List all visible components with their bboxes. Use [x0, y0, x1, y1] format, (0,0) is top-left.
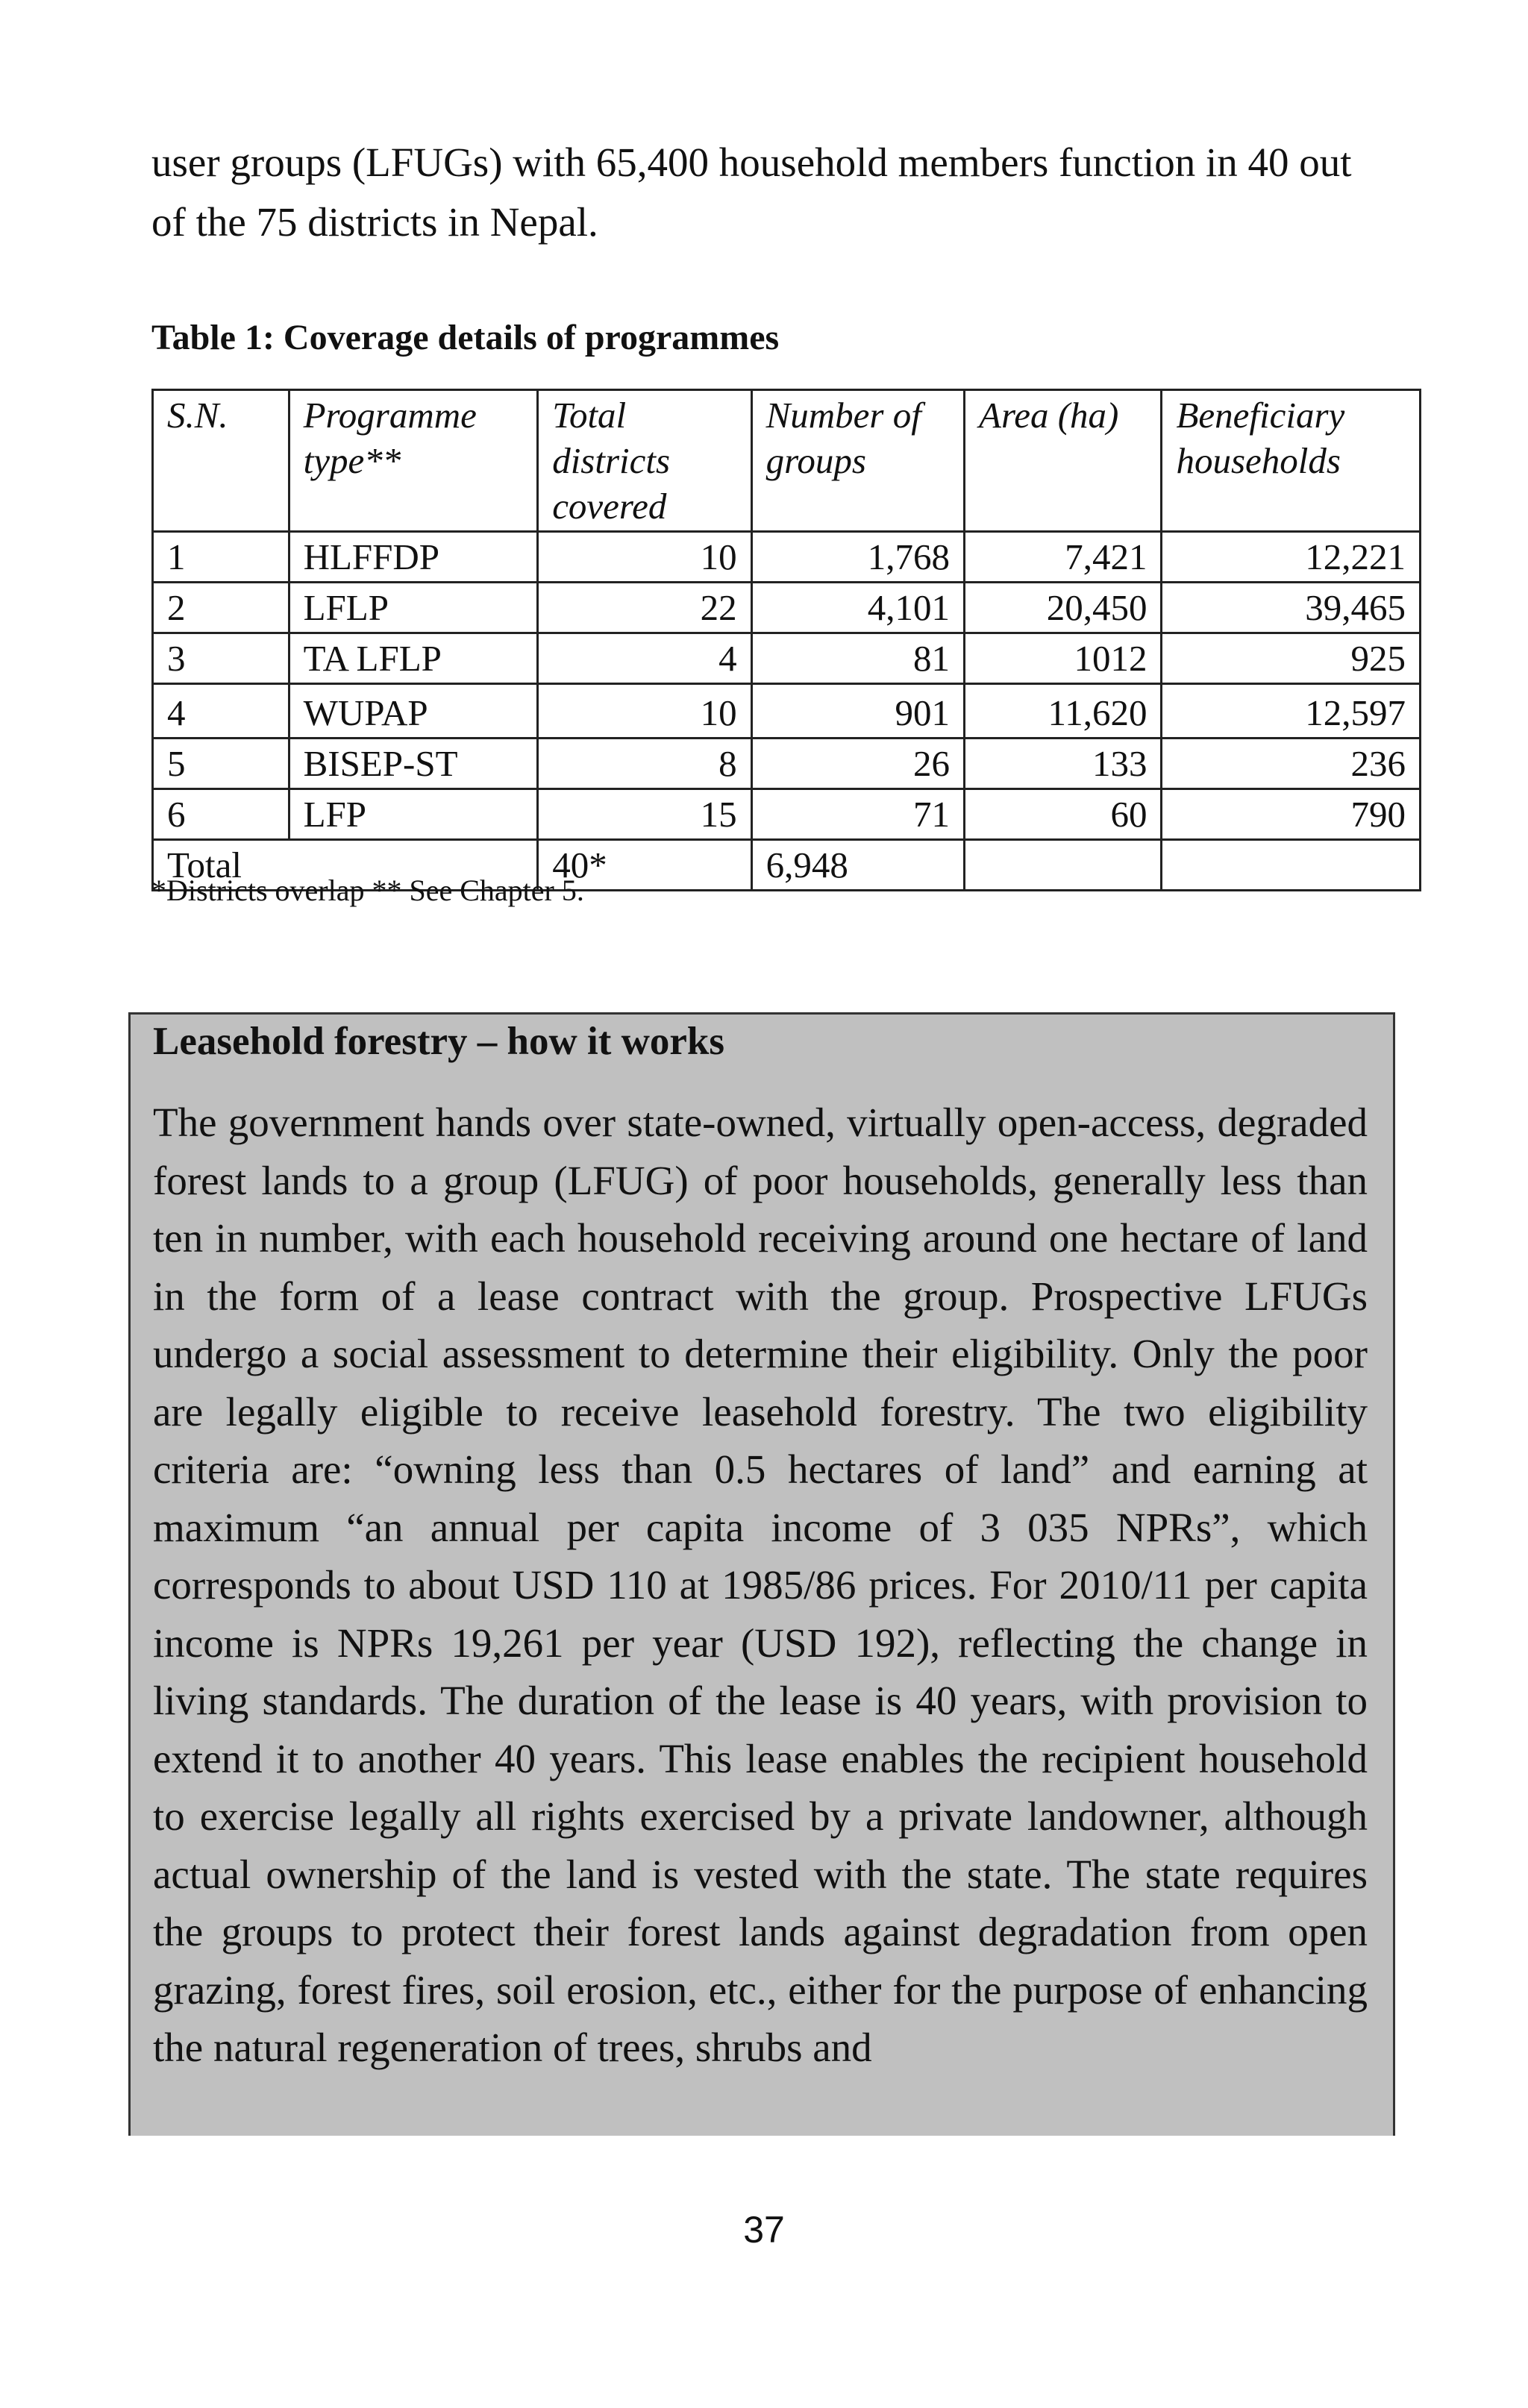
- page-number: 37: [743, 2209, 785, 2251]
- box-title: Leasehold forestry – how it works: [153, 1020, 725, 1063]
- cell-sn: 5: [153, 739, 289, 789]
- cell-programme: HLFFDP: [289, 532, 538, 583]
- table-row: [153, 633, 1421, 684]
- header-sn: S.N.: [153, 390, 289, 532]
- cell-households: 12,221: [1162, 532, 1421, 583]
- cell-groups: 1,768: [751, 532, 964, 583]
- cell-sn: 2: [153, 583, 289, 633]
- table-row: [153, 739, 1421, 789]
- header-beneficiary-households: Beneficiary households: [1162, 390, 1421, 532]
- cell-programme: LFP: [289, 789, 538, 840]
- cell-area: 133: [965, 739, 1162, 789]
- cell-groups: 26: [751, 739, 964, 789]
- header-programme-type: Programme type**: [289, 390, 538, 532]
- cell-households: 236: [1162, 739, 1421, 789]
- cell-sn: 6: [153, 789, 289, 840]
- cell-households: 12,597: [1162, 684, 1421, 739]
- header-total-districts: Total districts covered: [538, 390, 751, 532]
- table-row: [153, 532, 1421, 583]
- cell-groups: 901: [751, 684, 964, 739]
- total-label: Total: [153, 840, 538, 891]
- box-body: The government hands over state-owned, virtually open-access, degraded forest lands to a group (LFUG) of poor households, generally less than ten in number, with each household receiving around one hectare of land in the form of a lease contract with the group. Prospective LFUGs undergo a social assessment to determine their eligibility. Only the poor are legally eligible to receive leasehold forestry. The two eligibility criteria are: “owning less than 0.5 hectares of land” and earning at maximum “an annual per capita income of 3 035 NPRs”, which corresponds to about USD 110 at 1985/86 prices. For 2010/11 per capita income is NPRs 19,261 per year (USD 192), reflecting the change in living standards. The duration of the lease is 40 years, with provision to extend it to another 40 years. This lease enables the recipient household to exercise legally all rights exercised by a private landowner, although actual ownership of the land is vested with the state. The state requires the groups to protect their forest lands against degradation from open grazing, forest fires, soil erosion, etc., either for the purpose of enhancing the natural regeneration of trees, shrubs and: [153, 1100, 1368, 2070]
- total-districts: 40*: [538, 840, 751, 891]
- total-area-empty: [965, 840, 1162, 891]
- header-number-of-groups: Number of groups: [751, 390, 964, 532]
- cell-groups: 71: [751, 789, 964, 840]
- cell-households: 790: [1162, 789, 1421, 840]
- cell-area: 1012: [965, 633, 1162, 684]
- cell-sn: 3: [153, 633, 289, 684]
- intro-paragraph: user groups (LFUGs) with 65,400 household members function in 40 out of the 75 districts in Nepal.: [151, 139, 1352, 245]
- cell-districts: 10: [538, 532, 751, 583]
- table-row: [153, 789, 1421, 840]
- table-footnote: *Districts overlap ** See Chapter 5.: [151, 874, 584, 907]
- info-box: [128, 1012, 1395, 2136]
- cell-area: 7,421: [965, 532, 1162, 583]
- cell-programme: TA LFLP: [289, 633, 538, 684]
- table-row: [153, 583, 1421, 633]
- cell-households: 925: [1162, 633, 1421, 684]
- cell-area: 20,450: [965, 583, 1162, 633]
- header-area: Area (ha): [965, 390, 1162, 532]
- cell-programme: BISEP-ST: [289, 739, 538, 789]
- table-row: [153, 684, 1421, 739]
- total-groups: 6,948: [751, 840, 964, 891]
- cell-districts: 4: [538, 633, 751, 684]
- cell-districts: 8: [538, 739, 751, 789]
- cell-groups: 4,101: [751, 583, 964, 633]
- cell-sn: 4: [153, 684, 289, 739]
- table-header-row: [153, 390, 1421, 532]
- cell-districts: 15: [538, 789, 751, 840]
- cell-programme: LFLP: [289, 583, 538, 633]
- cell-households: 39,465: [1162, 583, 1421, 633]
- cell-programme: WUPAP: [289, 684, 538, 739]
- cell-area: 60: [965, 789, 1162, 840]
- coverage-table: [151, 389, 1421, 891]
- table-title: Table 1: Coverage details of programmes: [151, 318, 780, 357]
- total-households-empty: [1162, 840, 1421, 891]
- cell-districts: 10: [538, 684, 751, 739]
- cell-sn: 1: [153, 532, 289, 583]
- cell-districts: 22: [538, 583, 751, 633]
- cell-area: 11,620: [965, 684, 1162, 739]
- cell-groups: 81: [751, 633, 964, 684]
